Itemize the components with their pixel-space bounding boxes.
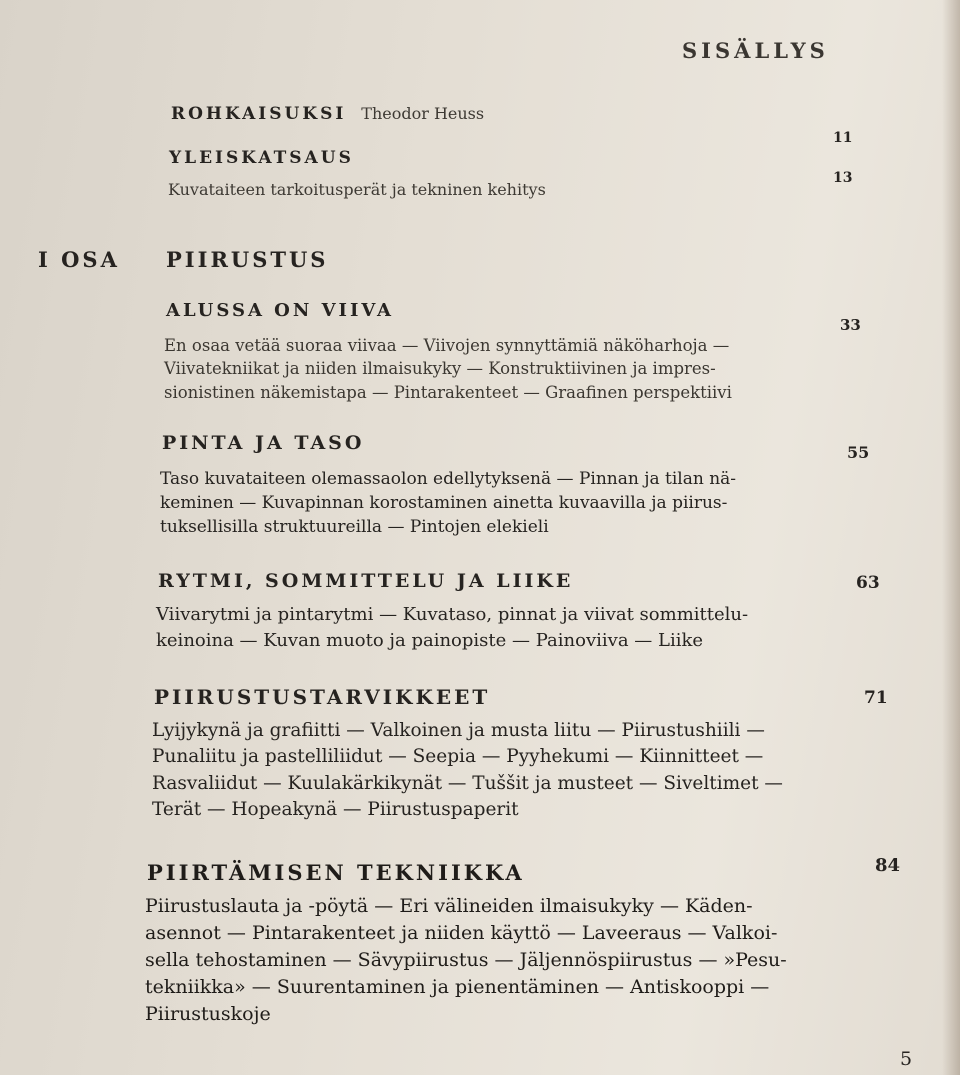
section-page-number: 71 (864, 688, 888, 708)
page-title: SISÄLLYS (682, 38, 829, 63)
section-description (160, 467, 830, 539)
entry-page-number: 11 (833, 130, 853, 146)
page-number: 5 (900, 1048, 913, 1070)
section-page-number: 63 (856, 573, 880, 593)
description-line: Piirustuslauta ja -pöytä — Eri välineiden ilmaisukyky — Käden- (145, 895, 753, 917)
description-line: Viivarytmi ja pintarytmi — Kuvataso, pinnat ja viivat sommittelu- (156, 604, 749, 625)
section-description (156, 602, 846, 653)
entry-title: ROHKAISUKSI (171, 104, 347, 124)
section-page-number: 33 (840, 316, 861, 334)
description-line: keminen — Kuvapinnan korostaminen ainetta kuvaavilla ja piirus- (160, 493, 728, 514)
section-title: ALUSSA ON VIIVA (166, 300, 394, 321)
section-title: PINTA JA TASO (162, 432, 365, 454)
section-page-number: 55 (847, 443, 870, 462)
description-line: Viivatekniikat ja niiden ilmaisukyky — Konstruktiivinen ja impres- (164, 359, 716, 379)
entry-page-number: 13 (833, 170, 853, 186)
description-line: Piirustuskoje (145, 1002, 271, 1025)
section-title: PIIRTÄMISEN TEKNIIKKA (147, 860, 525, 885)
section-title: RYTMI, SOMMITTELU JA LIIKE (158, 570, 574, 592)
section-description (164, 334, 824, 404)
description-line: keinoina — Kuvan muoto ja painopiste — Painoviiva — Liike (156, 629, 704, 651)
part-label: I OSA (38, 247, 120, 272)
description-line: asennot — Pintarakenteet ja niiden käyttö — Laveeraus — Valkoi- (145, 921, 778, 944)
section-title: PIIRUSTUSTARVIKKEET (154, 685, 491, 709)
page-edge-shadow (942, 0, 960, 1075)
part-title: PIIRUSTUS (166, 247, 329, 272)
entry-description: Kuvataiteen tarkoitusperät ja tekninen kehitys (168, 180, 546, 199)
section-description (145, 893, 865, 1028)
description-line: Lyijykynä ja grafiitti — Valkoinen ja musta liitu — Piirustushiili — (152, 720, 765, 741)
description-line: Punaliitu ja pastelliliidut — Seepia — Pyyhekumi — Kiinnitteet — (152, 746, 764, 768)
section-description (152, 718, 852, 823)
entry-author: Theodor Heuss (361, 104, 485, 123)
section-page-number: 84 (875, 855, 901, 876)
toc-entry-yleiskatsaus: YLEISKATSAUS (169, 148, 354, 168)
description-line: En osaa vetää suoraa viivaa — Viivojen synnyttämiä näköharhoja — (164, 336, 730, 355)
description-line: tekniikka» — Suurentaminen ja pienentäminen — Antiskooppi — (145, 975, 770, 998)
description-line: Terät — Hopeakynä — Piirustuspaperit (152, 798, 519, 820)
description-line: Taso kuvataiteen olemassaolon edellytyksenä — Pinnan ja tilan nä- (160, 469, 737, 489)
description-line: sella tehostaminen — Sävypiirustus — Jäljennöspiirustus — »Pesu- (145, 948, 787, 971)
toc-entry-rohkaisuksi (171, 104, 484, 124)
description-line: tuksellisilla struktuureilla — Pintojen elekieli (160, 517, 549, 538)
description-line: Rasvaliidut — Kuulakärkikynät — Tuššit ja musteet — Siveltimet — (152, 772, 783, 794)
description-line: sionistinen näkemistapa — Pintarakenteet — Graafinen perspektiivi (164, 382, 732, 402)
